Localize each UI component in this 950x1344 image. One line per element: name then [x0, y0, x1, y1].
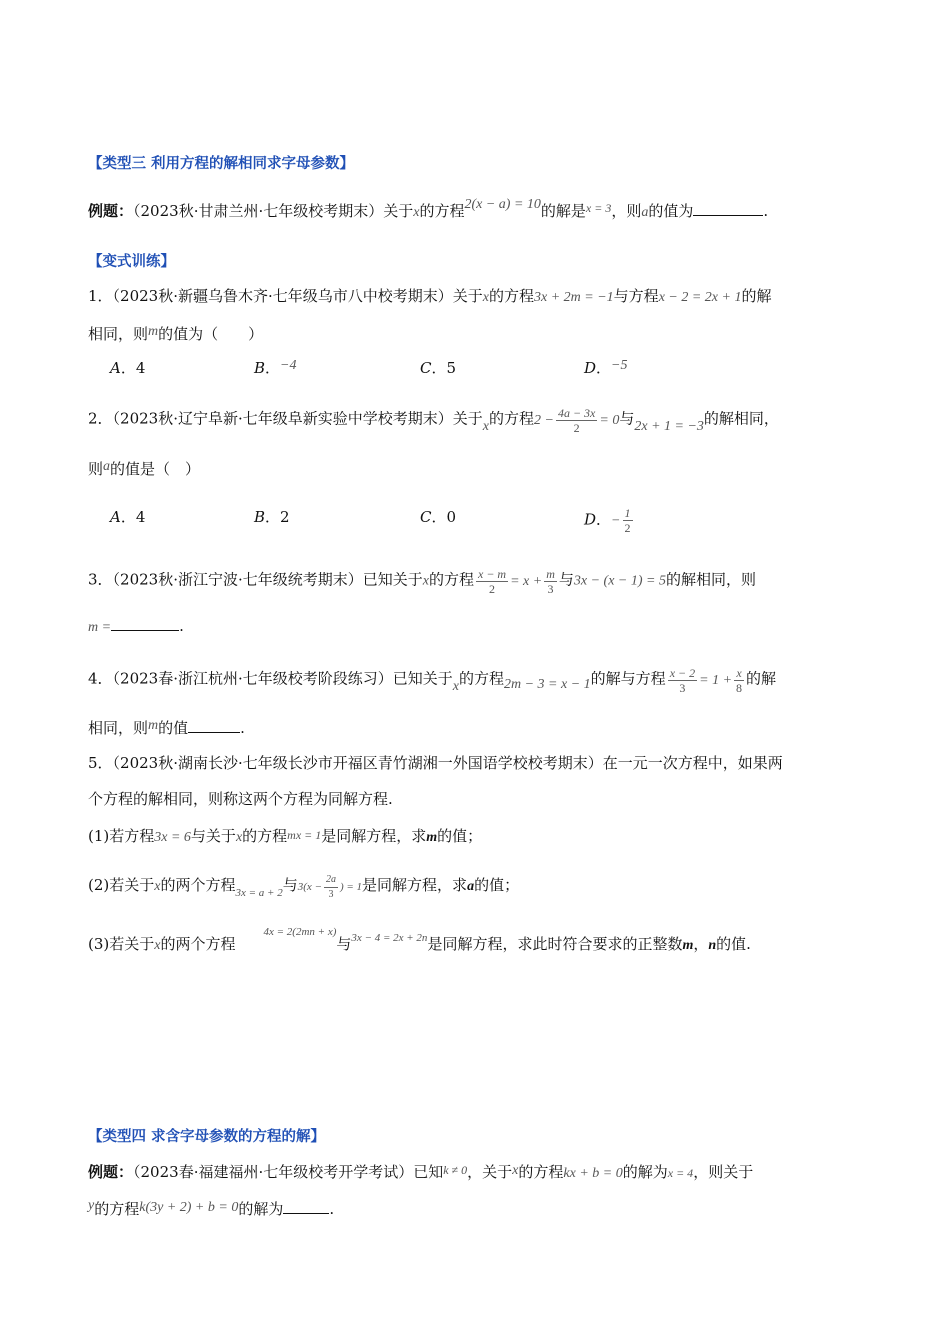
numerator: m	[546, 567, 555, 581]
text: 的方程	[94, 1200, 140, 1218]
denominator: 2	[489, 582, 496, 596]
text: 的解与方程	[590, 669, 666, 688]
text: 的方程	[242, 827, 288, 845]
text: 的解	[741, 287, 772, 305]
equation	[534, 406, 620, 435]
q2-option-b[interactable]: B．2	[254, 508, 290, 526]
text: 的值为（ ）	[158, 325, 264, 343]
text: .	[329, 1200, 335, 1218]
equation: 3x − 4 = 2x + 2n	[351, 932, 428, 944]
text: 的两个方程	[160, 935, 236, 953]
text: 的方程	[458, 669, 504, 688]
equation: 4x = 2(2mn + x)	[263, 926, 337, 938]
option-letter: A	[110, 359, 121, 377]
q1-option-b[interactable]: B．−4	[254, 358, 297, 377]
text: ，关于	[467, 1163, 513, 1181]
equation	[666, 666, 746, 695]
var-x: x	[482, 418, 489, 434]
denominator: 3	[547, 582, 554, 596]
option-value: −4	[280, 358, 297, 373]
text: 的值；	[437, 827, 483, 845]
equation: kx + b = 0	[563, 1166, 623, 1181]
example2-label: 例题：	[88, 1163, 134, 1181]
text: 的解为	[238, 1200, 284, 1218]
example2-line1	[88, 1161, 753, 1185]
text: 的方程	[428, 570, 474, 589]
text: 的解相同，则	[665, 570, 756, 589]
fraction	[544, 567, 557, 596]
var-x: x	[413, 205, 420, 220]
option-value: −5	[611, 358, 628, 373]
var-n: n	[708, 938, 717, 953]
eq-part: = 0	[599, 412, 620, 428]
fraction	[668, 666, 697, 695]
eq-part: 3(x −	[297, 881, 322, 894]
equation: 2m − 3 = x − 1	[504, 676, 591, 692]
text: 与	[336, 935, 352, 953]
q5-part1	[88, 825, 482, 849]
var-m: m	[426, 830, 438, 845]
option-value: 4	[135, 359, 146, 377]
equation: 3x = a + 2	[235, 887, 283, 900]
text: 与	[282, 876, 298, 895]
equation: x = 4	[667, 1166, 694, 1180]
numerator: 1	[624, 506, 631, 520]
equation: 3x − (x − 1) = 5	[573, 573, 666, 589]
text: 的解	[746, 669, 777, 688]
text: (2)若关于	[88, 876, 155, 895]
option-letter: D	[584, 510, 597, 529]
equation	[297, 874, 363, 900]
eq-part: = x +	[510, 573, 543, 589]
eq-part: 2 −	[534, 412, 554, 428]
section-heading-variant: 【变式训练】	[88, 254, 175, 270]
var-x: x	[154, 938, 161, 953]
q4-line2	[88, 717, 245, 741]
text: 的值	[158, 719, 189, 737]
var-a: a	[103, 459, 111, 474]
equation: k ≠ 0	[443, 1163, 468, 1177]
var-x: x	[154, 879, 161, 895]
fraction	[623, 506, 633, 535]
text: 是同解方程，求	[362, 876, 468, 895]
denominator: 2	[573, 421, 580, 435]
numerator: x − m	[478, 567, 507, 581]
text: 的值.	[716, 935, 751, 953]
denominator: 3	[328, 889, 334, 900]
text: 的值是（ ）	[110, 460, 201, 478]
var-x: x	[452, 678, 459, 694]
q3-line2	[88, 615, 184, 639]
equation: k(3y + 2) + b = 0	[139, 1200, 239, 1215]
option-value: −	[611, 513, 621, 529]
option-letter: B	[254, 359, 266, 377]
q1-option-d[interactable]: D．−5	[584, 358, 628, 377]
q1-line2	[88, 323, 263, 347]
option-letter: C	[420, 359, 432, 377]
text: （2023春·福建福州·七年级校考开学考试）已知	[133, 1163, 444, 1181]
text: ，	[693, 935, 709, 953]
text: ，则关于	[693, 1163, 754, 1181]
text: 的解相同，	[703, 409, 779, 428]
text: 是同解方程，求此时符合要求的正整数	[427, 935, 683, 953]
q1-option-a[interactable]: A．4	[110, 359, 146, 377]
q1-line1	[88, 285, 771, 309]
fraction	[734, 666, 744, 695]
fraction	[556, 406, 597, 435]
text: 与关于	[190, 827, 236, 845]
denominator: 3	[679, 681, 686, 695]
equation: x = 3	[585, 201, 612, 215]
var-m: m	[148, 324, 159, 339]
example2-line2	[88, 1198, 334, 1222]
numerator: x	[734, 666, 744, 681]
text: 的解是	[540, 202, 586, 220]
equation: x − 2 = 2x + 1	[658, 290, 742, 305]
option-letter: C	[420, 508, 432, 526]
var-a: a	[641, 205, 649, 220]
text: 相同，则	[88, 325, 149, 343]
q1-option-c[interactable]: C．5	[420, 359, 457, 377]
text: 与方程	[613, 287, 659, 305]
var-m: m	[148, 718, 159, 733]
q2-option-c[interactable]: C．0	[420, 508, 457, 526]
text: 的方程	[488, 287, 534, 305]
option-letter: A	[110, 508, 121, 526]
example1-text: （2023秋·甘肃兰州·七年级校考期末）关于	[133, 202, 414, 220]
option-letter: D	[584, 359, 597, 377]
equation: mx = 1	[287, 828, 322, 842]
answer-blank[interactable]	[693, 200, 763, 216]
eq-part: = 1 +	[699, 672, 733, 688]
option-value: 2	[280, 508, 290, 526]
section-heading-type3: 【类型三 利用方程的解相同求字母参数】	[88, 156, 355, 172]
example1-label: 例题：	[88, 202, 134, 220]
var-y: y	[88, 1198, 95, 1213]
text: 是同解方程，求	[321, 827, 427, 845]
q5-line2: 个方程的解相同，则称这两个方程为同解方程.	[88, 790, 393, 808]
eq-part: ) = 1	[339, 881, 363, 894]
q2-line1	[88, 406, 779, 435]
text: 1．（2023秋·新疆乌鲁木齐·七年级乌市八中校考期末）关于	[88, 287, 483, 305]
text: 的值为	[648, 202, 694, 220]
text: .	[763, 202, 769, 220]
text: .	[240, 719, 245, 737]
text: 与	[619, 409, 635, 428]
denominator: 2	[624, 521, 631, 535]
text: (3)若关于	[88, 935, 155, 953]
var-x: x	[482, 290, 489, 305]
numerator: 2a	[324, 873, 338, 888]
section-heading-type4: 【类型四 求含字母参数的方程的解】	[88, 1129, 326, 1145]
answer-blank[interactable]	[188, 717, 240, 733]
text: 2．（2023秋·辽宁阜新·七年级阜新实验中学校考期末）关于	[88, 409, 483, 428]
text: 的方程	[488, 409, 534, 428]
q5-part3	[88, 926, 751, 957]
q4-line1	[88, 666, 776, 695]
fraction	[324, 873, 338, 902]
var-x: x	[422, 573, 429, 589]
q3-line1	[88, 567, 756, 596]
q5-line1: 5．（2023秋·湖南长沙·七年级长沙市开福区青竹湖湘一外国语学校校考期末）在一元一次方程中，如果两	[88, 754, 783, 772]
text: 3．（2023秋·浙江宁波·七年级统考期末）已知关于	[88, 570, 423, 589]
q2-line2	[88, 458, 200, 482]
var-x: x	[512, 1163, 519, 1178]
equation: 3x = 6	[154, 830, 191, 845]
equation: m =	[88, 620, 112, 635]
option-value: 4	[135, 508, 146, 526]
equation: 2x + 1 = −3	[634, 418, 704, 434]
text: ，则	[611, 202, 642, 220]
text: 相同，则	[88, 719, 149, 737]
q5-part2	[88, 873, 519, 902]
numerator: x − 2	[669, 666, 696, 680]
answer-blank[interactable]	[111, 615, 179, 631]
option-value: 5	[446, 359, 457, 377]
text: 的解为	[622, 1163, 668, 1181]
denominator: 8	[736, 681, 743, 695]
equation	[474, 567, 559, 596]
equation: 3x + 2m = −1	[534, 290, 614, 305]
text: 的值；	[474, 876, 520, 895]
equation: 2(x − a) = 10	[464, 197, 541, 212]
fraction	[476, 567, 508, 596]
q2-option-d[interactable]: D．− $\frac{1}{2}$	[584, 506, 631, 535]
q2-option-a[interactable]: A．4	[110, 508, 146, 526]
text: 的方程	[419, 202, 465, 220]
text: 4．（2023春·浙江杭州·七年级校考阶段练习）已知关于	[88, 669, 453, 688]
option-value: 0	[446, 508, 457, 526]
text: .	[179, 617, 184, 635]
text: (1)若方程	[88, 827, 155, 845]
var-x: x	[235, 830, 243, 845]
text: 则	[88, 460, 104, 478]
text: 的两个方程	[160, 876, 236, 895]
option-letter: B	[254, 508, 266, 526]
example1-line	[88, 197, 769, 224]
var-a: a	[467, 879, 475, 895]
numerator: 4a − 3x	[557, 406, 596, 420]
answer-blank[interactable]	[283, 1198, 329, 1214]
text: 与	[558, 570, 574, 589]
var-m: m	[682, 938, 694, 953]
text: 的方程	[518, 1163, 564, 1181]
